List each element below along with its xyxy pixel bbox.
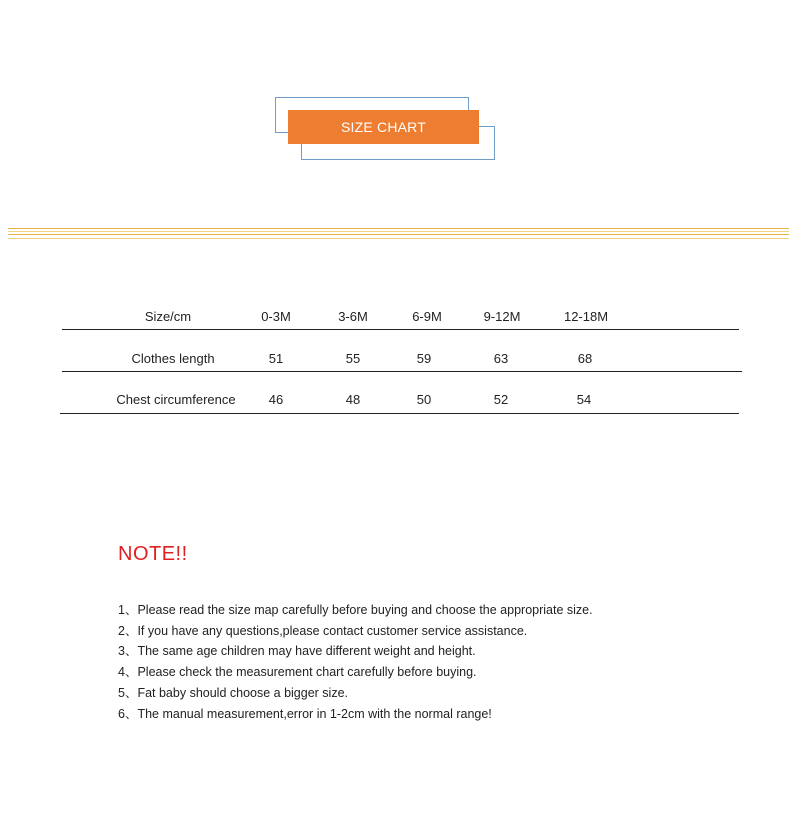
note-item: 6、The manual measurement,error in 1-2cm with the normal range!: [118, 707, 492, 721]
table-cell: 50: [416, 392, 432, 407]
column-header: Size/cm: [144, 309, 192, 324]
note-item: 4、Please check the measurement chart carefully before buying.: [118, 665, 477, 679]
table-cell: 46: [268, 392, 284, 407]
row-label: Clothes length: [131, 351, 215, 366]
note-title: NOTE!!: [118, 543, 188, 565]
note-item: 5、Fat baby should choose a bigger size.: [118, 686, 348, 700]
note-item: 1、Please read the size map carefully before buying and choose the appropriate size.: [118, 603, 593, 617]
table-cell: 51: [268, 351, 284, 366]
table-cell: 68: [577, 351, 593, 366]
table-cell: 63: [493, 351, 509, 366]
column-header: 3-6M: [338, 309, 368, 324]
column-header: 12-18M: [563, 309, 609, 324]
table-cell: 54: [576, 392, 592, 407]
size-chart-title: SIZE CHART: [288, 110, 479, 144]
table-divider: [62, 371, 742, 372]
column-header: 9-12M: [483, 309, 521, 324]
table-divider: [60, 413, 739, 414]
table-cell: 55: [345, 351, 361, 366]
table-cell: 48: [345, 392, 361, 407]
table-divider: [62, 329, 739, 330]
table-cell: 59: [416, 351, 432, 366]
row-label: Chest circumference: [116, 392, 236, 407]
table-cell: 52: [493, 392, 509, 407]
note-item: 3、The same age children may have different weight and height.: [118, 644, 476, 658]
column-header: 6-9M: [412, 309, 442, 324]
note-item: 2、If you have any questions,please contact customer service assistance.: [118, 624, 528, 638]
column-header: 0-3M: [261, 309, 291, 324]
